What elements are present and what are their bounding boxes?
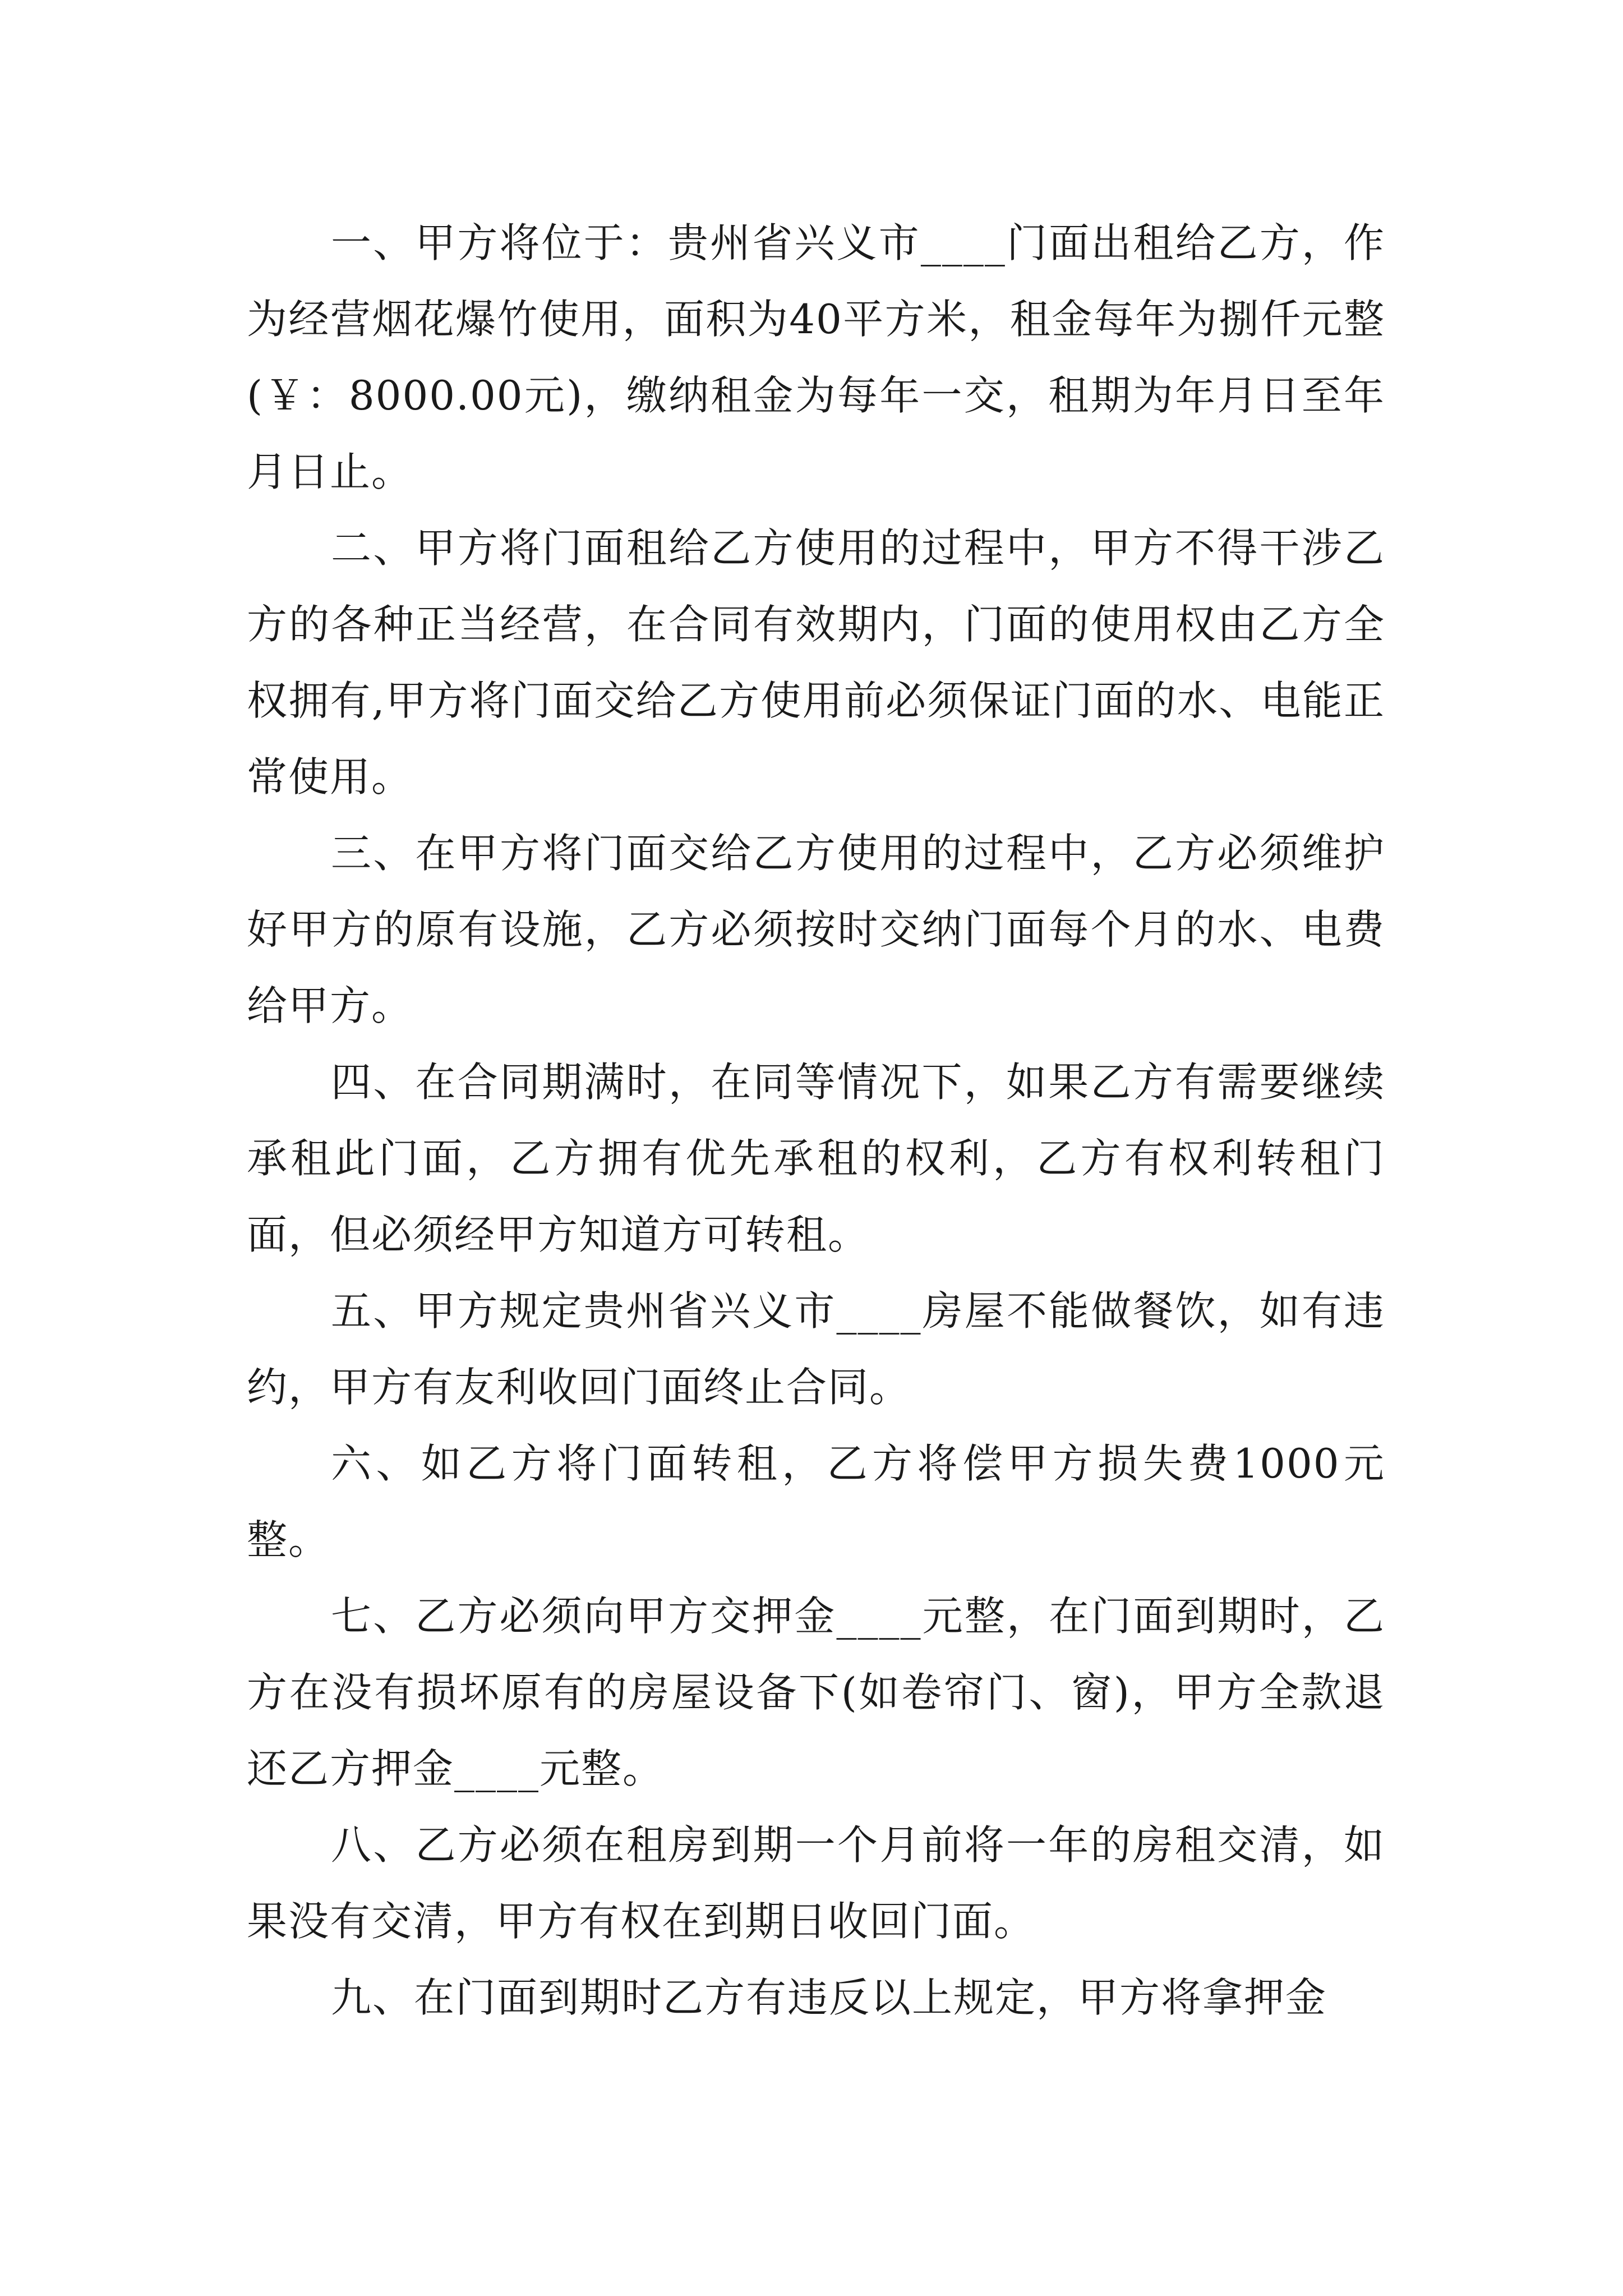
clause-1: 一、甲方将位于：贵州省兴义市____门面出租给乙方，作为经营烟花爆竹使用，面积为40平方米，租金每年为捌仟元整(￥：8000.00元)，缴纳租金为每年一交，租期为年月日至年月日止。 xyxy=(247,219,1385,495)
clause-6: 六、如乙方将门面转租，乙方将偿甲方损失费1000元整。 xyxy=(247,1440,1385,1563)
clause-8: 八、乙方必须在租房到期一个月前将一年的房租交清，如果没有交清，甲方有权在到期日收回门面。 xyxy=(247,1821,1385,1945)
clause-4: 四、在合同期满时，在同等情况下，如果乙方有需要继续承租此门面，乙方拥有优先承租的权利，乙方有权利转租门面，但必须经甲方知道方可转租。 xyxy=(247,1059,1385,1258)
contract-body xyxy=(247,205,1385,2036)
clause-9: 九、在门面到期时乙方有违反以上规定，甲方将拿押金 xyxy=(331,1974,1327,2021)
clause-5: 五、甲方规定贵州省兴义市____房屋不能做餐饮，如有违约，甲方有友利收回门面终止合同。 xyxy=(247,1287,1385,1411)
clause-3: 三、在甲方将门面交给乙方使用的过程中，乙方必须维护好甲方的原有设施，乙方必须按时交纳门面每个月的水、电费给甲方。 xyxy=(247,830,1385,1029)
clause-7: 七、乙方必须向甲方交押金____元整，在门面到期时，乙方在没有损坏原有的房屋设备下(如卷帘门、窗)，甲方全款退还乙方押金____元整。 xyxy=(247,1593,1385,1792)
clause-2: 二、甲方将门面租给乙方使用的过程中，甲方不得干涉乙方的各种正当经营，在合同有效期内，门面的使用权由乙方全权拥有,甲方将门面交给乙方使用前必须保证门面的水、电能正常使用。 xyxy=(247,524,1385,800)
